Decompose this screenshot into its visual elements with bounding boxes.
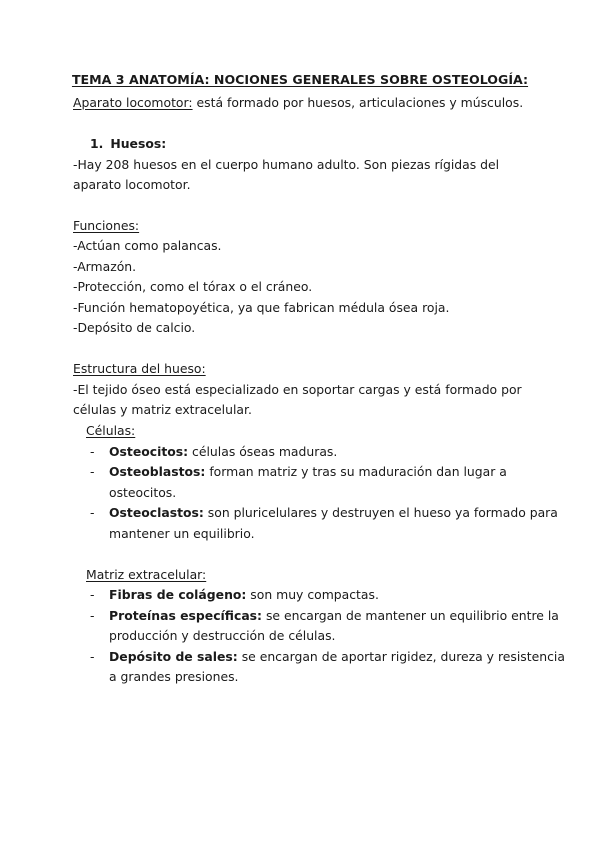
funciones-item: -Protección, como el tórax o el cráneo. [73, 279, 313, 294]
huesos-line-2: aparato locomotor. [73, 177, 191, 192]
funciones-item: -Armazón. [73, 259, 137, 274]
list-bullet: - [90, 587, 95, 602]
estructura-heading: Estructura del hueso: [73, 361, 206, 376]
matriz-text: son muy compactas. [246, 587, 379, 602]
list-bullet: - [90, 444, 95, 459]
celulas-item [109, 444, 337, 460]
list-bullet: - [90, 608, 95, 623]
celulas-item [109, 505, 558, 521]
matriz-term: Depósito de sales: [109, 649, 238, 664]
matriz-item [109, 608, 559, 624]
intro-text: está formado por huesos, articulaciones y músculos. [192, 95, 524, 110]
matriz-item [109, 587, 379, 603]
list-bullet: - [90, 505, 95, 520]
celulas-text: son pluricelulares y destruyen el hueso ya formado para [203, 505, 558, 520]
matriz-item-cont: a grandes presiones. [109, 669, 239, 684]
intro-line [73, 95, 523, 111]
celulas-text: forman matriz y tras su maduración dan lugar a [205, 464, 507, 479]
celulas-item-cont: mantener un equilibrio. [109, 526, 255, 541]
funciones-item: -Depósito de calcio. [73, 320, 196, 335]
section-heading-huesos [90, 136, 166, 152]
section-title: Huesos: [110, 136, 167, 151]
list-bullet: - [90, 464, 95, 479]
celulas-heading: Células: [86, 423, 136, 438]
matriz-text: se encargan de aportar rigidez, dureza y resistencia [237, 649, 565, 664]
list-bullet: - [90, 649, 95, 664]
estructura-line-1: -El tejido óseo está especializado en soportar cargas y está formado por [73, 382, 522, 397]
celulas-item-cont: osteocitos. [109, 485, 177, 500]
matriz-text: se encargan de mantener un equilibrio entre la [262, 608, 559, 623]
huesos-line-1: -Hay 208 huesos en el cuerpo humano adulto. Son piezas rígidas del [73, 157, 500, 172]
celulas-term: Osteocitos: [109, 444, 189, 459]
intro-term: Aparato locomotor: [73, 95, 193, 110]
page-title: TEMA 3 ANATOMÍA: NOCIONES GENERALES SOBRE OSTEOLOGÍA: [71, 72, 529, 87]
matriz-term: Proteínas específicas: [109, 608, 263, 623]
funciones-item: -Función hematopoyética, ya que fabrican médula ósea roja. [73, 300, 450, 315]
celulas-term: Osteoclastos: [109, 505, 204, 520]
matriz-term: Fibras de colágeno: [109, 587, 247, 602]
matriz-heading: Matriz extracelular: [86, 567, 207, 582]
matriz-item [109, 649, 565, 665]
estructura-line-2: células y matriz extracelular. [73, 402, 252, 417]
section-number: 1. [90, 136, 104, 151]
celulas-text: células óseas maduras. [188, 444, 338, 459]
matriz-item-cont: producción y destrucción de células. [109, 628, 336, 643]
celulas-term: Osteoblastos: [109, 464, 206, 479]
funciones-item: -Actúan como palancas. [73, 238, 222, 253]
celulas-item [109, 464, 507, 480]
funciones-heading: Funciones: [73, 218, 140, 233]
